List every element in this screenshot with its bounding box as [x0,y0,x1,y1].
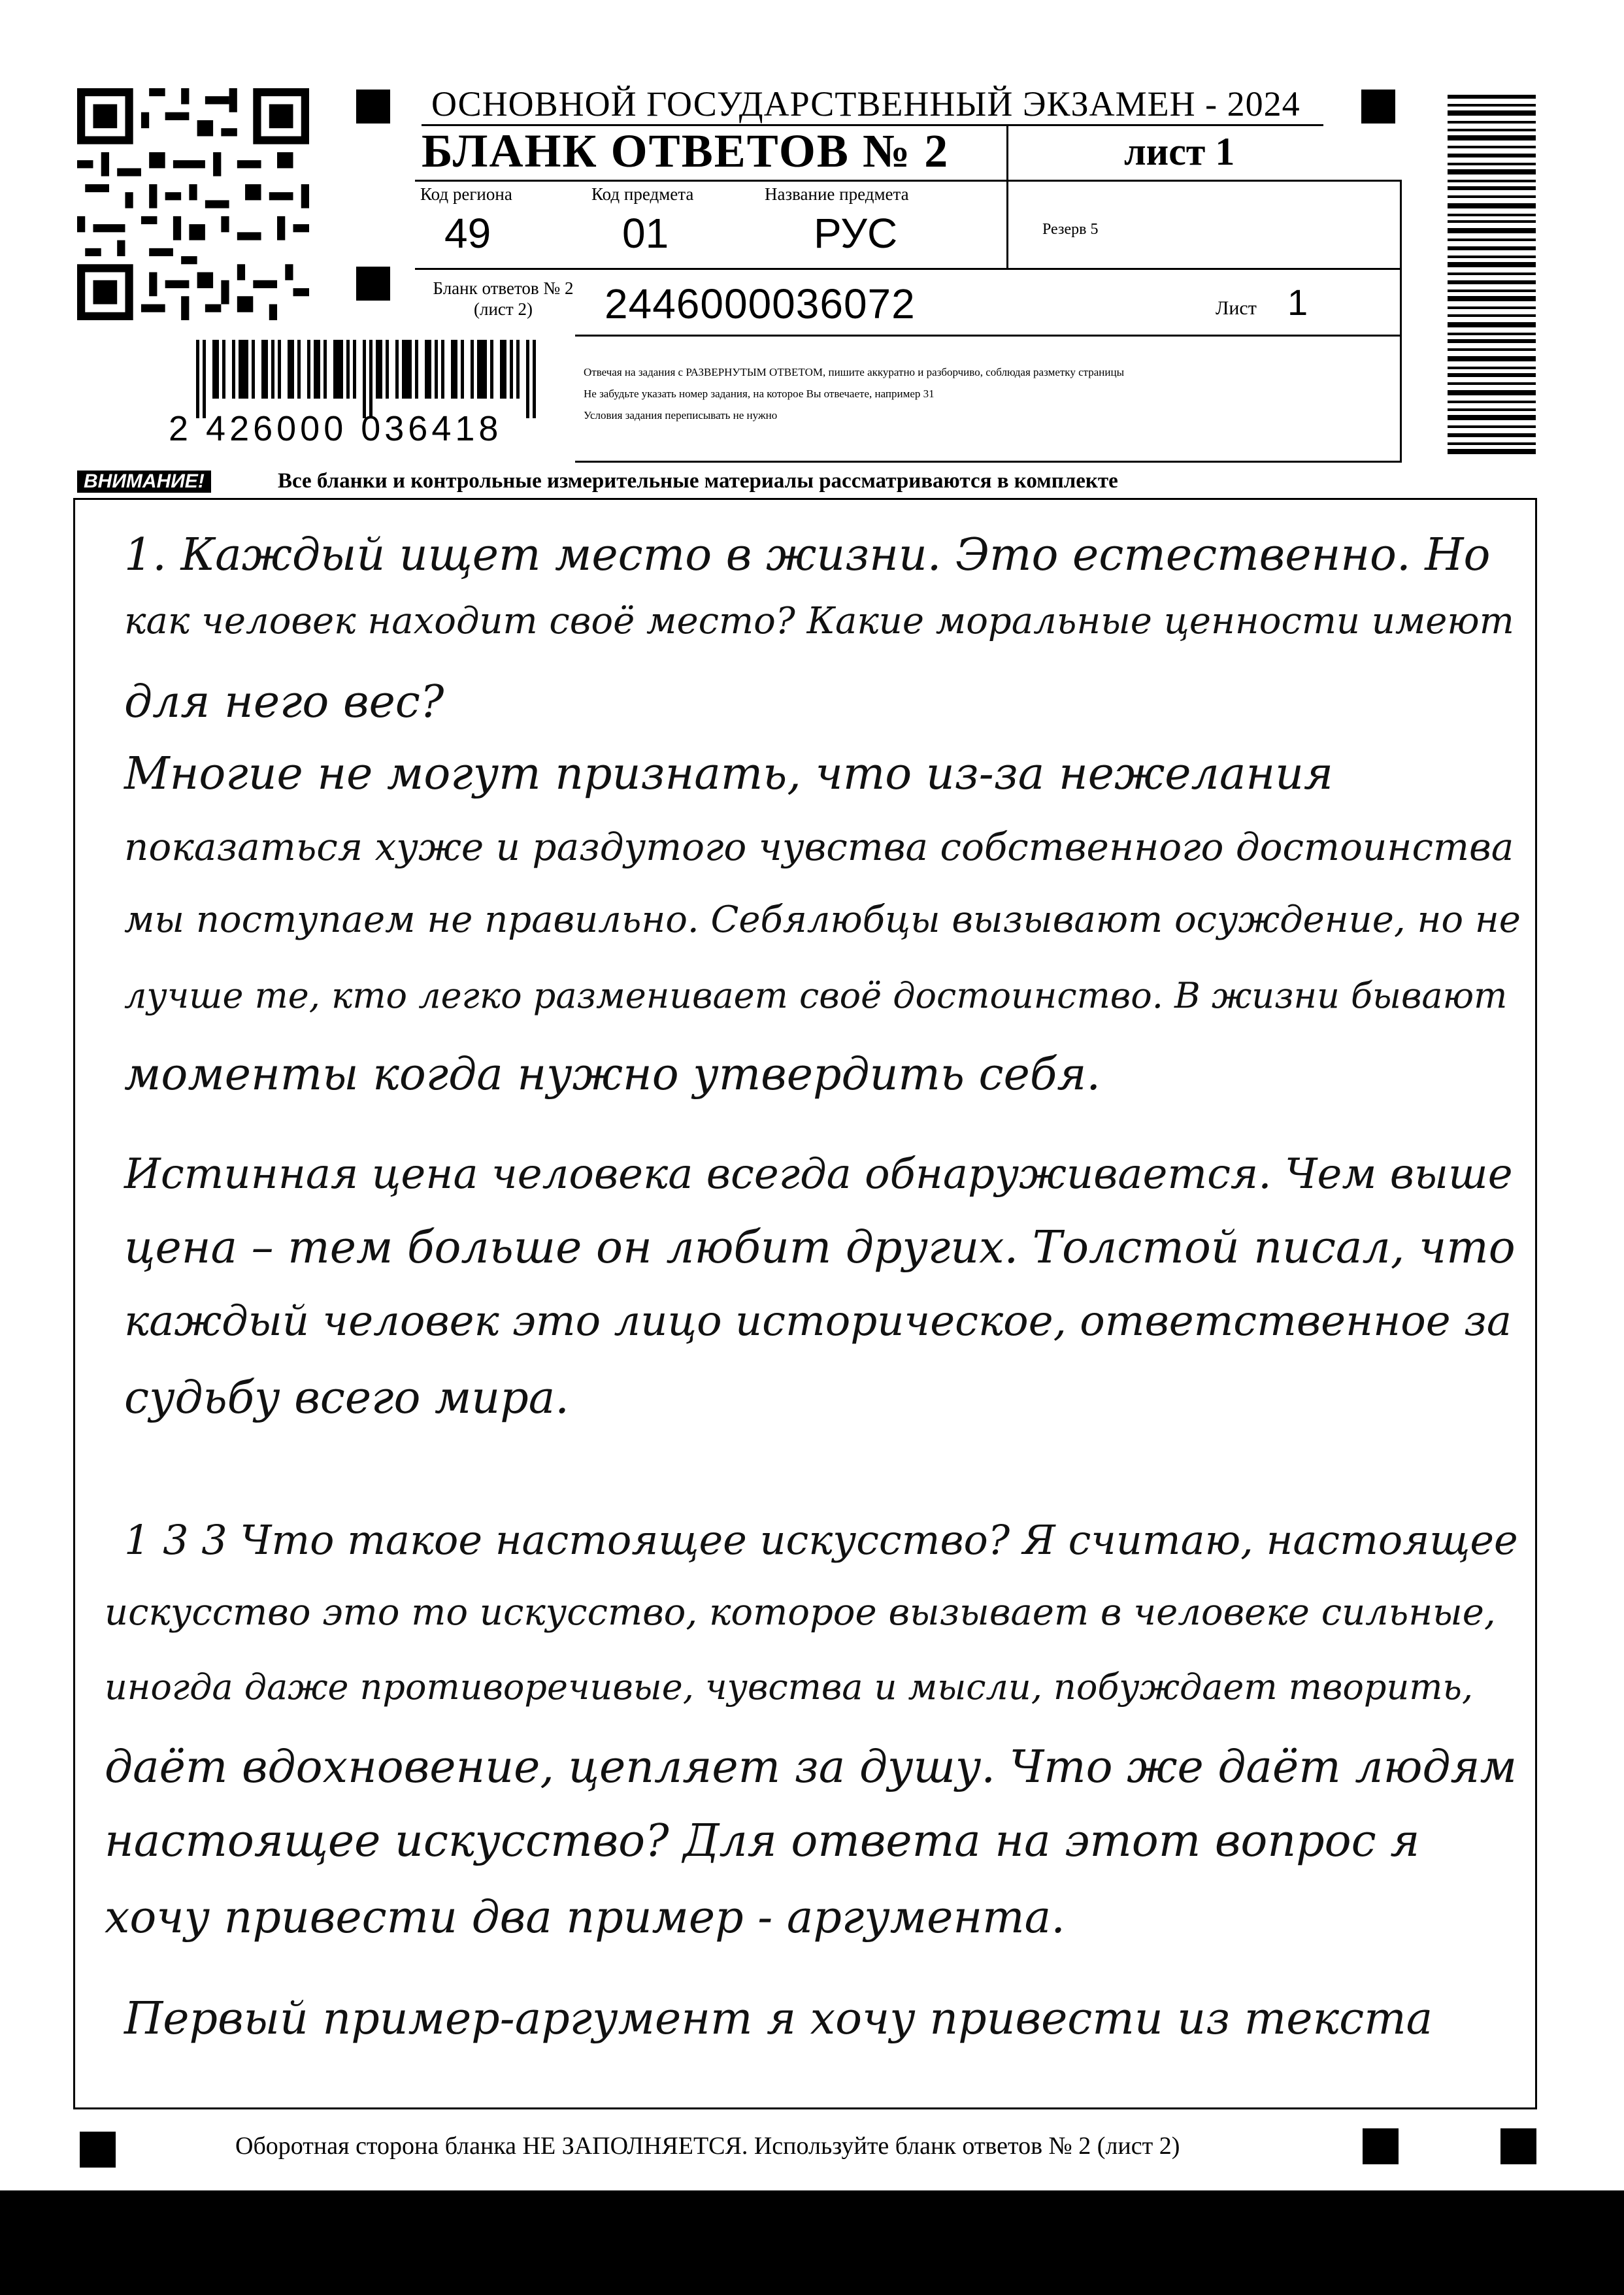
warning-badge: ВНИМАНИЕ! [77,471,211,493]
side-barcode [1448,95,1536,454]
blank-label: Бланк ответов № 2 (лист 2) [433,278,574,319]
registration-mark [1363,2128,1399,2164]
answer-line: 1 3 3 Что такое настоящее искусство? Я считаю, настоящее [124,1516,1518,1564]
answer-line: 1. Каждый ищет место в жизни. Это естественно. Но [124,529,1491,581]
answer-line: хочу привести два пример - аргумента. [105,1892,1065,1943]
divider [575,461,1402,463]
subject-name-value: РУС [814,210,898,257]
registration-mark [1500,2128,1536,2164]
answer-line: искусство это то искусство, которое вызывает в человеке сильные, [105,1591,1496,1634]
answer-line: для него вес? [124,676,444,728]
divider [1400,180,1402,461]
region-code-value: 49 [444,210,491,257]
answer-line: лучше те, кто легко разменивает своё достоинство. В жизни бывают [124,975,1508,1016]
divider [1006,124,1008,269]
subject-code-label: Код предмета [591,184,694,204]
registration-mark [80,2132,116,2168]
list-number: 1 [1287,282,1308,323]
answer-line: Истинная цена человека всегда обнаруживается. Чем выше [124,1150,1513,1198]
reserve-label: Резерв 5 [1042,221,1099,238]
answer-line: моменты когда нужно утвердить себя. [124,1049,1101,1100]
footer-note: Оборотная сторона бланка НЕ ЗАПОЛНЯЕТСЯ. Используйте бланк ответов № 2 (лист 2) [235,2132,1180,2160]
scan-border [0,2190,1624,2295]
list-label: Лист [1216,297,1257,319]
barcode [196,340,539,418]
answer-line: даёт вдохновение, цепляет за душу. Что же даёт людям [105,1742,1517,1793]
instruction-line: Условия задания переписывать не нужно [584,409,778,421]
barcode-number: 2 426000 036418 [169,409,503,448]
answer-line: цена – тем больше он любит других. Толстой писал, что [124,1222,1516,1274]
registration-mark [356,267,390,301]
warning-text: Все бланки и контрольные измерительные материалы рассматриваются в комплекте [278,469,1118,493]
subject-name-label: Название предмета [765,184,909,204]
form-title: БЛАНК ОТВЕТОВ № 2 [422,125,950,177]
instruction-line: Отвечая на задания с РАЗВЕРНУТЫМ ОТВЕТОМ, пишите аккуратно и разборчиво, соблюдая разметку страницы [584,366,1125,378]
answer-line: мы поступаем не правильно. Себялюбцы вызывают осуждение, но не [124,899,1521,941]
instructions [584,361,1124,426]
registration-mark [1361,90,1395,124]
divider [415,180,1402,182]
subject-code-value: 01 [622,210,669,257]
sheet-title: лист 1 [1124,130,1235,173]
answer-line: судьбу всего мира. [124,1372,569,1424]
registration-mark [356,90,390,124]
qr-code [77,88,309,320]
answer-line: Многие не могут признать, что из-за нежелания [124,748,1333,800]
answer-line: Первый пример-аргумент я хочу привести из текста [124,1993,1433,2045]
divider [575,335,1402,337]
answer-line: показаться хуже и раздутого чувства собственного достоинства [124,825,1514,869]
region-code-label: Код региона [420,184,512,204]
instruction-line: Не забудьте указать номер задания, на которое Вы отвечаете, например 31 [584,388,935,400]
divider [415,268,1402,270]
answer-line: каждый человек это лицо историческое, ответственное за [124,1297,1512,1346]
answer-line: настоящее искусство? Для ответа на этот вопрос я [105,1815,1420,1867]
exam-title: ОСНОВНОЙ ГОСУДАРСТВЕННЫЙ ЭКЗАМЕН - 2024 [431,84,1301,124]
answer-line: иногда даже противоречивые, чувства и мысли, побуждает творить, [105,1666,1474,1708]
answer-line: как человек находит своё место? Какие моральные ценности имеют [124,600,1514,642]
blank-number: 2446000036072 [605,280,916,327]
